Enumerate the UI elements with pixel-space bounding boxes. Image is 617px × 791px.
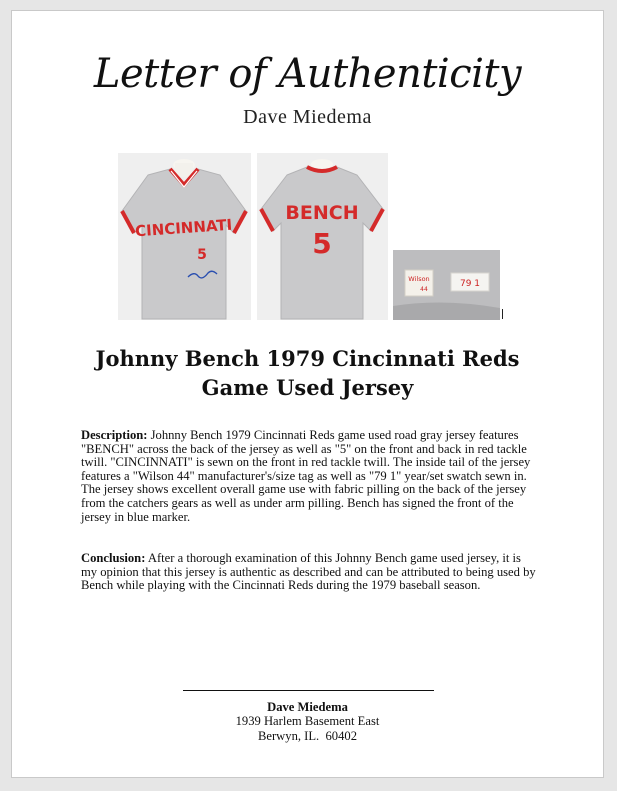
conclusion-label: Conclusion: xyxy=(81,551,146,565)
letter-author: Dave Miedema xyxy=(243,106,372,128)
description-text: Johnny Bench 1979 Cincinnati Reds game used road gray jersey features "BENCH" across the back of the jersey as well as "5" on the front and back in red tackle twill. "CINCINNATI" is sewn on the front in red tackle twill. The inside tail of the jersey features a "Wilson 44" manufacturer's/size tag as well as "79 1" year/set swatch sewn in. The jersey shows excellent overall game use with fabric pilling on the back of the jersey from the catchers gears as well as under arm pilling. Bench has signed the front of the jersey in blue marker. xyxy=(81,428,531,524)
jersey-tag-photo xyxy=(393,250,500,320)
tag-brand: Wilson xyxy=(408,275,430,283)
description-paragraph xyxy=(81,429,537,524)
jersey-front-number: 5 xyxy=(197,247,207,263)
tag-size: 44 xyxy=(420,286,428,293)
signature-address-line-2: Berwyn, IL. 60402 xyxy=(258,729,357,743)
description-label: Description: xyxy=(81,428,148,442)
item-heading-line-2: Game Used Jersey xyxy=(201,375,414,400)
signature-line xyxy=(183,690,434,691)
conclusion-text: After a thorough examination of this Johnny Bench game used jersey, it is my opinion that this jersey is authentic as described and can be attributed to being used by Bench while playing with the Cincinnati Reds during the 1979 baseball season. xyxy=(81,551,536,593)
signature-name: Dave Miedema xyxy=(267,700,348,714)
jersey-back-number: 5 xyxy=(312,227,332,260)
tag-swatch: 79 1 xyxy=(459,279,481,289)
letter-page xyxy=(11,10,604,778)
item-heading-line-1: Johnny Bench 1979 Cincinnati Reds xyxy=(95,346,520,371)
letter-title: Letter of Authenticity xyxy=(93,51,522,97)
jersey-front-photo xyxy=(118,153,251,320)
jersey-back-lettering: BENCH xyxy=(285,202,359,224)
text-cursor-mark xyxy=(502,309,503,319)
item-heading xyxy=(52,344,563,402)
jersey-front-lettering: CINCINNATI xyxy=(134,215,233,241)
jersey-back-photo xyxy=(257,153,388,320)
conclusion-paragraph xyxy=(81,552,537,593)
signature-address-line-1: 1939 Harlem Basement East xyxy=(235,714,380,728)
